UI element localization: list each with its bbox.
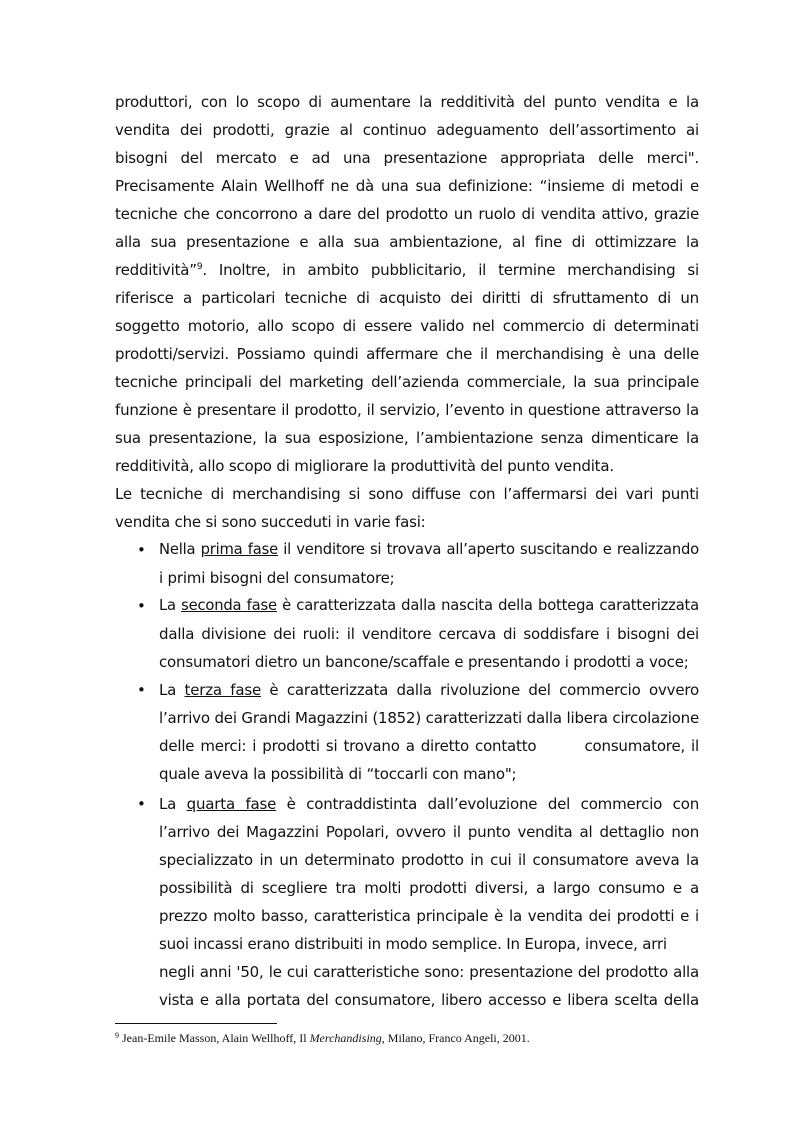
text-line: [159, 592, 699, 620]
footnote-text: , Milano, Franco Angeli, 2001.: [381, 1031, 530, 1045]
text-line: sua presentazione, la sua esposizione, l’ambientazione senza dimenticare la: [115, 429, 699, 447]
bullet-marker: •: [137, 795, 146, 813]
text-segment: redditività”: [115, 261, 197, 279]
text-line: redditività, allo scopo di migliorare la produttività del punto vendita.: [115, 457, 614, 475]
text-segment: . Inoltre, in ambito pubblicitario, il termine merchandising si: [202, 261, 699, 279]
text-segment: il venditore si trovava all’aperto suscitando e realizzando: [277, 541, 699, 558]
text-line: negli anni '50, le cui caratteristiche sono: presentazione del prodotto alla: [159, 963, 699, 981]
text-line: l’arrivo dei Magazzini Popolari, ovvero il punto vendita al dettaglio non: [159, 823, 699, 841]
text-line: [159, 536, 699, 564]
text-segment: è contraddistinta dall’evoluzione del commercio con: [276, 795, 699, 813]
text-line: l’arrivo dei Grandi Magazzini (1852) caratterizzati dalla libera circolazione: [159, 709, 699, 727]
text-line: vendita che si sono succeduti in varie fasi:: [115, 513, 426, 531]
footnote-divider: [115, 1023, 277, 1024]
text-line: vendita dei prodotti, grazie al continuo adeguamento dell’assortimento ai: [115, 121, 699, 139]
text-line: Precisamente Alain Wellhoff ne dà una sua definizione: “insieme di metodi e: [115, 177, 699, 195]
footnote: [115, 1030, 530, 1046]
text-line: dalla divisione dei ruoli: il venditore cercava di soddisfare i bisogni dei: [159, 625, 699, 643]
footnote-text: Jean-Emile Masson, Alain Wellhoff, Il: [119, 1031, 310, 1045]
text-line: prodotti/servizi. Possiamo quindi affermare che il merchandising è una delle: [115, 345, 699, 363]
text-segment: La: [159, 795, 187, 813]
underlined-term: quarta fase: [186, 795, 277, 813]
text-segment: La: [159, 681, 185, 699]
underlined-term: terza fase: [184, 681, 261, 699]
bullet-marker: •: [137, 681, 146, 699]
text-segment: Nella: [159, 541, 201, 558]
underlined-term: seconda fase: [181, 597, 277, 614]
text-line: [115, 256, 699, 284]
underlined-term: prima fase: [200, 541, 278, 558]
text-line: i primi bisogni del consumatore;: [159, 569, 395, 587]
footnote-number: 9: [115, 1031, 119, 1040]
text-line: possibilità di scegliere tra molti prodotti diversi, a largo consumo e a: [159, 879, 699, 897]
text-line: delle merci: i prodotti si trovano a diretto contatto consumatore, il: [159, 737, 699, 755]
text-line: alla sua presentazione e alla sua ambientazione, al fine di ottimizzare la: [115, 233, 699, 251]
footnote-reference: 9: [196, 262, 203, 272]
text-line: quale aveva la possibilità di “toccarli con mano";: [159, 765, 517, 783]
bullet-marker: •: [137, 597, 146, 615]
text-line: consumatori dietro un bancone/scaffale e presentando i prodotti a voce;: [159, 653, 689, 671]
footnote-title: Merchandising: [309, 1031, 382, 1045]
text-line: tecniche principali del marketing dell’azienda commerciale, la sua principale: [115, 373, 699, 391]
text-segment: La: [159, 597, 182, 614]
text-line: Le tecniche di merchandising si sono diffuse con l’affermarsi dei vari punti: [115, 485, 699, 503]
text-line: vista e alla portata del consumatore, libero accesso e libera scelta della: [159, 991, 699, 1009]
text-line: prezzo molto basso, caratteristica principale è la vendita dei prodotti e i: [159, 907, 699, 925]
text-line: funzione è presentare il prodotto, il servizio, l’evento in questione attraverso la: [115, 401, 699, 419]
text-line: soggetto motorio, allo scopo di essere valido nel commercio di determinati: [115, 317, 699, 335]
text-segment: è caratterizzata dalla rivoluzione del commercio ovvero: [261, 681, 699, 699]
text-line: [159, 790, 699, 818]
text-segment: è caratterizzata dalla nascita della bottega caratterizzata: [276, 597, 699, 614]
text-line: suoi incassi erano distribuiti in modo semplice. In Europa, invece, arri: [159, 935, 667, 953]
text-line: specializzato in un determinato prodotto in cui il consumatore aveva la: [159, 851, 699, 869]
text-line: [159, 676, 699, 704]
text-line: produttori, con lo scopo di aumentare la redditività del punto vendita e la: [115, 93, 699, 111]
text-line: riferisce a particolari tecniche di acquisto dei diritti di sfruttamento di un: [115, 289, 699, 307]
text-line: tecniche che concorrono a dare del prodotto un ruolo di vendita attivo, grazie: [115, 205, 699, 223]
bullet-marker: •: [137, 541, 146, 559]
text-line: bisogni del mercato e ad una presentazione appropriata delle merci".: [115, 149, 699, 167]
